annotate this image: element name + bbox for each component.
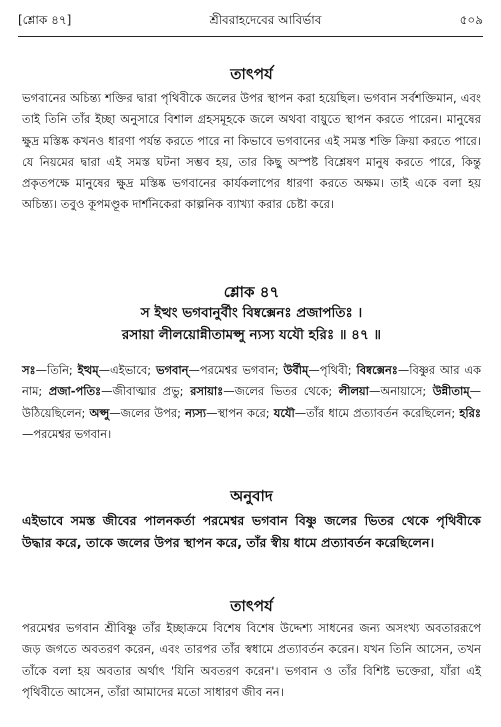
purport-section-2: [22, 596, 481, 703]
verse-section: [22, 282, 481, 346]
synonym-term: উর্বীম্: [283, 363, 309, 377]
synonym-entry: অপ্সু—জলের উপর;: [89, 405, 182, 420]
purport-text: ভগবানের অচিন্ত্য শক্তির দ্বারা পৃথিবীকে জলের উপর স্থাপন করা হয়েছিল। ভগবান সর্বশক্তিমান, এবং তাই তিনি তাঁর ইচ্ছা অনুসারে বিশাল গ্রহসমূহকে জলে অথবা বায়ুতে স্থাপন করতে পারেন। মানুষের ক্ষুদ্র মস্তিষ্ক কখনও ধারণা পর্যন্ত করতে পারে না কিভাবে ভগবানের এই সমস্ত শক্তি ক্রিয়া করতে পারে। যে নিয়মের দ্বারা এই সমস্ত ঘটনা সম্ভব হয়, তার কিছু অস্পষ্ট বিশ্লেষণ মানুষ করতে পারে, কিন্তু প্রকৃতপক্ষে মানুষের ক্ষুদ্র মস্তিষ্ক ভগবানের কার্যকলাপের ধারণা করতে অক্ষম। তাই একে বলা হয় অচিন্ত্য। তবুও কূপমণ্ডূক দার্শনিকেরা কাল্পনিক ব্যাখ্যা করার চেষ্টা করে।: [22, 91, 481, 212]
synonym-term: সঃ: [22, 363, 36, 377]
synonym-term: যযৌ: [273, 405, 295, 420]
synonym-entry: প্রজা-পতিঃ—জীবাত্মার প্রভু;: [48, 384, 184, 399]
synonym-term: অপ্সু: [89, 405, 110, 420]
synonym-entry: উর্বীম্—পৃথিবী;: [283, 363, 352, 377]
chapter-title: শ্রীবরাহদেবের আবির্ভাব: [209, 13, 322, 27]
synonym-term: লীলয়া: [338, 384, 369, 399]
synonyms-section: [22, 360, 481, 445]
synonym-term: প্রজা-পতিঃ: [48, 384, 102, 399]
synonym-meaning: বিষ্ণুর আর এক নাম;: [22, 363, 482, 399]
translation-section: [22, 486, 481, 554]
synonym-meaning: জলের ভিতর থেকে;: [234, 384, 333, 399]
page-header: [18, 8, 483, 36]
synonym-meaning: উঠিয়েছিলেন;: [22, 405, 86, 420]
synonym-meaning: তিনি;: [47, 363, 73, 377]
translation-heading: অনুবাদ: [230, 487, 273, 505]
page-number: ৫০৯: [459, 13, 483, 27]
translation-text: এইভাবে সমস্ত জীবের পালনকর্তা পরমেশ্বর ভগবান বিষ্ণু জলের ভিতর থেকে পৃথিবীকে উদ্ধার করে, তাকে জলের উপর স্থাপন করে, তাঁর স্বীয় ধামে প্রত্যাবর্তন করেছিলেন।: [22, 513, 481, 550]
synonym-term: ইত্থম্: [77, 363, 99, 377]
verse-heading: শ্লোক ৪৭: [223, 283, 280, 301]
synonym-entry: উন্নীতাম্—উঠিয়েছিলেন;: [22, 384, 481, 420]
synonym-entry: লীলয়া—অনায়াসে;: [338, 384, 427, 399]
purport-section-1: [22, 64, 481, 216]
verse-reference: [শ্লোক ৪৭]: [18, 13, 72, 27]
synonym-entry: ন্যস্য—স্থাপন করে;: [185, 405, 270, 420]
synonym-meaning: এইভাবে;: [109, 363, 152, 377]
synonym-meaning: পরমেশ্বর ভগবান।: [33, 426, 112, 441]
synonym-entry: ইত্থম্—এইভাবে;: [77, 363, 152, 377]
synonym-term: বিষ্বক্সেনঃ: [356, 363, 398, 377]
synonym-entry: সঃ—তিনি;: [22, 363, 73, 377]
verse-line-1: স ইত্থং ভগবানুর্বীং বিষ্বক্সেনঃ প্রজাপতিঃ ।: [140, 305, 363, 321]
synonym-entry: হরিঃ—পরমেশ্বর ভগবান।: [22, 405, 481, 441]
synonym-meaning: জলের উপর;: [120, 405, 182, 420]
synonym-term: ভগবান্: [156, 363, 189, 377]
synonym-entry: যযৌ—তাঁর ধামে প্রত্যাবর্তন করেছিলেন;: [273, 405, 456, 420]
synonym-term: হরিঃ: [459, 405, 481, 420]
synonym-entry: ভগবান্—পরমেশ্বর ভগবান;: [156, 363, 279, 377]
synonym-meaning: পরমেশ্বর ভগবান;: [199, 363, 279, 377]
header-rule: [18, 36, 483, 37]
synonym-entry: রসায়াঃ—জলের ভিতর থেকে;: [190, 384, 333, 399]
synonym-term: ন্যস্য: [185, 405, 207, 420]
synonym-meaning: স্থাপন করে;: [217, 405, 270, 420]
synonym-meaning: পৃথিবী;: [319, 363, 352, 377]
purport-heading-2: তাৎপর্য: [230, 597, 273, 615]
synonym-term: উন্নীতাম্: [432, 384, 470, 399]
verse-line-2: রসায়া লীলয়োন্নীতামপ্সু ন্যস্য যযৌ হরিঃ ॥ ৪৭ ॥: [121, 327, 382, 343]
synonym-meaning: অনায়াসে;: [380, 384, 427, 399]
synonym-entry: বিষ্বক্সেনঃ—বিষ্ণুর আর এক নাম;: [22, 363, 482, 399]
synonym-meaning: জীবাত্মার প্রভু;: [112, 384, 184, 399]
synonym-term: রসায়াঃ: [190, 384, 224, 399]
purport-heading: তাৎপর্য: [230, 65, 273, 83]
synonym-meaning: তাঁর ধামে প্রত্যাবর্তন করেছিলেন;: [306, 405, 456, 420]
purport-text-2: পরমেশ্বর ভগবান শ্রীবিষ্ণু তাঁর ইচ্ছাক্রমে বিশেষ বিশেষ উদ্দেশ্য সাধনের জন্য অসংখ্য অবতাররূপে জড় জগতে অবতরণ করেন, এবং তারপর তাঁর স্বধামে প্রত্যাবর্তন করেন। যখন তিনি আসেন, তখন তাঁকে বলা হয় অবতার অর্থাৎ 'যিনি অবতরণ করেন'। ভগবান ও তাঁর বিশিষ্ট ভক্তেরা, যাঁরা এই পৃথিবীতে আসেন, তাঁরা আমাদের মতো সাধারণ জীব নন।: [22, 621, 481, 699]
